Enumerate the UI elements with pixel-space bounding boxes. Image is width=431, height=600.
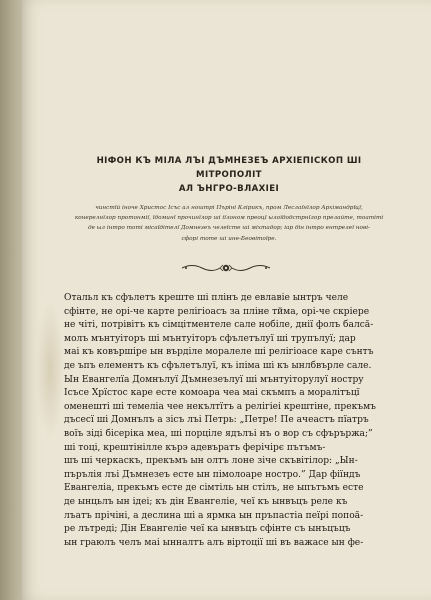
body-line: пърълія лъі Дъмнезеъ есте ын пімолоаре ностро.” Дар фіїндъ <box>64 469 361 480</box>
body-line: шъ ші черкаскъ, прекъмъ ын олтъ лоне зіче скъвітілор: „Ын- <box>64 456 358 467</box>
body-line: молъ мънтуіторъ ші мънтуіторъ сфълетълуї ші трупълуї; дар <box>64 333 356 344</box>
document-subtitle <box>66 203 392 244</box>
body-line: Евангеліа, прекъмъ есте де сімтіль ын стілъ, не ыпътъмъ есте <box>64 483 364 494</box>
body-line: лъатъ прічіні, а деслина ші а ярмка ын пръпастіа пеїрі попоă- <box>64 510 364 521</box>
title-line-2: АЛ ЪНГРО-ВЛАХІЕІ <box>178 184 280 194</box>
ornamental-divider-icon <box>180 262 272 274</box>
body-text <box>64 292 398 550</box>
subtitle-line-4: сфорі тоте ші ине-Беовітоїре. <box>181 235 277 242</box>
body-line: Ын Евангелїа Домнълуї Дъмнезеълуї ші мънтуіторулуї ностру <box>64 374 364 385</box>
body-line: сфінте, не орі-че карте релігіоасъ за пліне тйма, орі-че скріере <box>64 306 370 317</box>
body-line: ын граюлъ челъ маі ынналтъ алъ віртоції ші въ важасе ын фе- <box>64 537 364 548</box>
body-line: воїъ зіді бісеріка меа, ші порціле ядълъі нъ о вор съ сфърържа;” <box>64 428 373 439</box>
title-line-1: НІФОН КЪ МІЛА ЛЪІ ДЪМНЕЗЕЪ АРХІЕПІСКОП ШІ МІТРОПОЛІТ <box>96 156 362 180</box>
body-line: не чіті, потрівітъ къ сімцітментеле сале нобіле, днії фолъ балсă- <box>64 320 374 331</box>
body-line: ші тоці, крештінілле кърэ адевъратъ ферічірє пътъмъ- <box>64 442 326 453</box>
subtitle-line-3: де ыл інтро тоті місаїдітелї Домнезеъ челеїсте ші міхтадор; іар дін інтро ентрелеї нові- <box>87 225 371 232</box>
subtitle-line-2: конерелнїлор протонмії, їдоминї прочинїлор ші іїлоном преоцї ылоїдодстрнїлор прелайте, тоатіті <box>74 215 384 222</box>
body-line: Отальл къ сфълетъ креште ші плінъ де евлавіе ынтръ челе <box>64 293 349 303</box>
body-line: Ісъсе Хрїстос каре есте комоара чеа маі скъмпъ а моралітъцї <box>64 388 360 399</box>
body-line: маі къ ковършіре ын върділе моралеле ші релігіоасе каре сънтъ <box>64 347 374 358</box>
body-line: оменешті ші темеліа чее некълтїтъ а релігіеі крештіне, прекъмъ <box>64 401 376 412</box>
body-line: де ъпъ елементъ къ сфълетълуї, къ іпіма ші къ ынлбвърле сале. <box>64 360 372 371</box>
body-line: де ынцьлъ ын ідеі; къ дін Евангеліе, чеї къ ынвъцъ реле къ <box>64 496 348 507</box>
paper-stain <box>36 300 64 440</box>
body-line: дъсесї ші Домнълъ а зісъ лъі Петрь: „Петре! Пе ачеастъ пїатръ <box>64 415 369 426</box>
body-line: ре лътреді; Дін Евангеліе чеї ка ынвъцъ сфінте съ ынъцъцъ <box>64 524 351 535</box>
subtitle-line-1: чинстїй іноче Христос Ісъс ал ноштрі Пъріні Клірикъ, пром Леслаїнїлор Архімандрїцї, <box>95 205 363 211</box>
document-title <box>64 154 394 196</box>
